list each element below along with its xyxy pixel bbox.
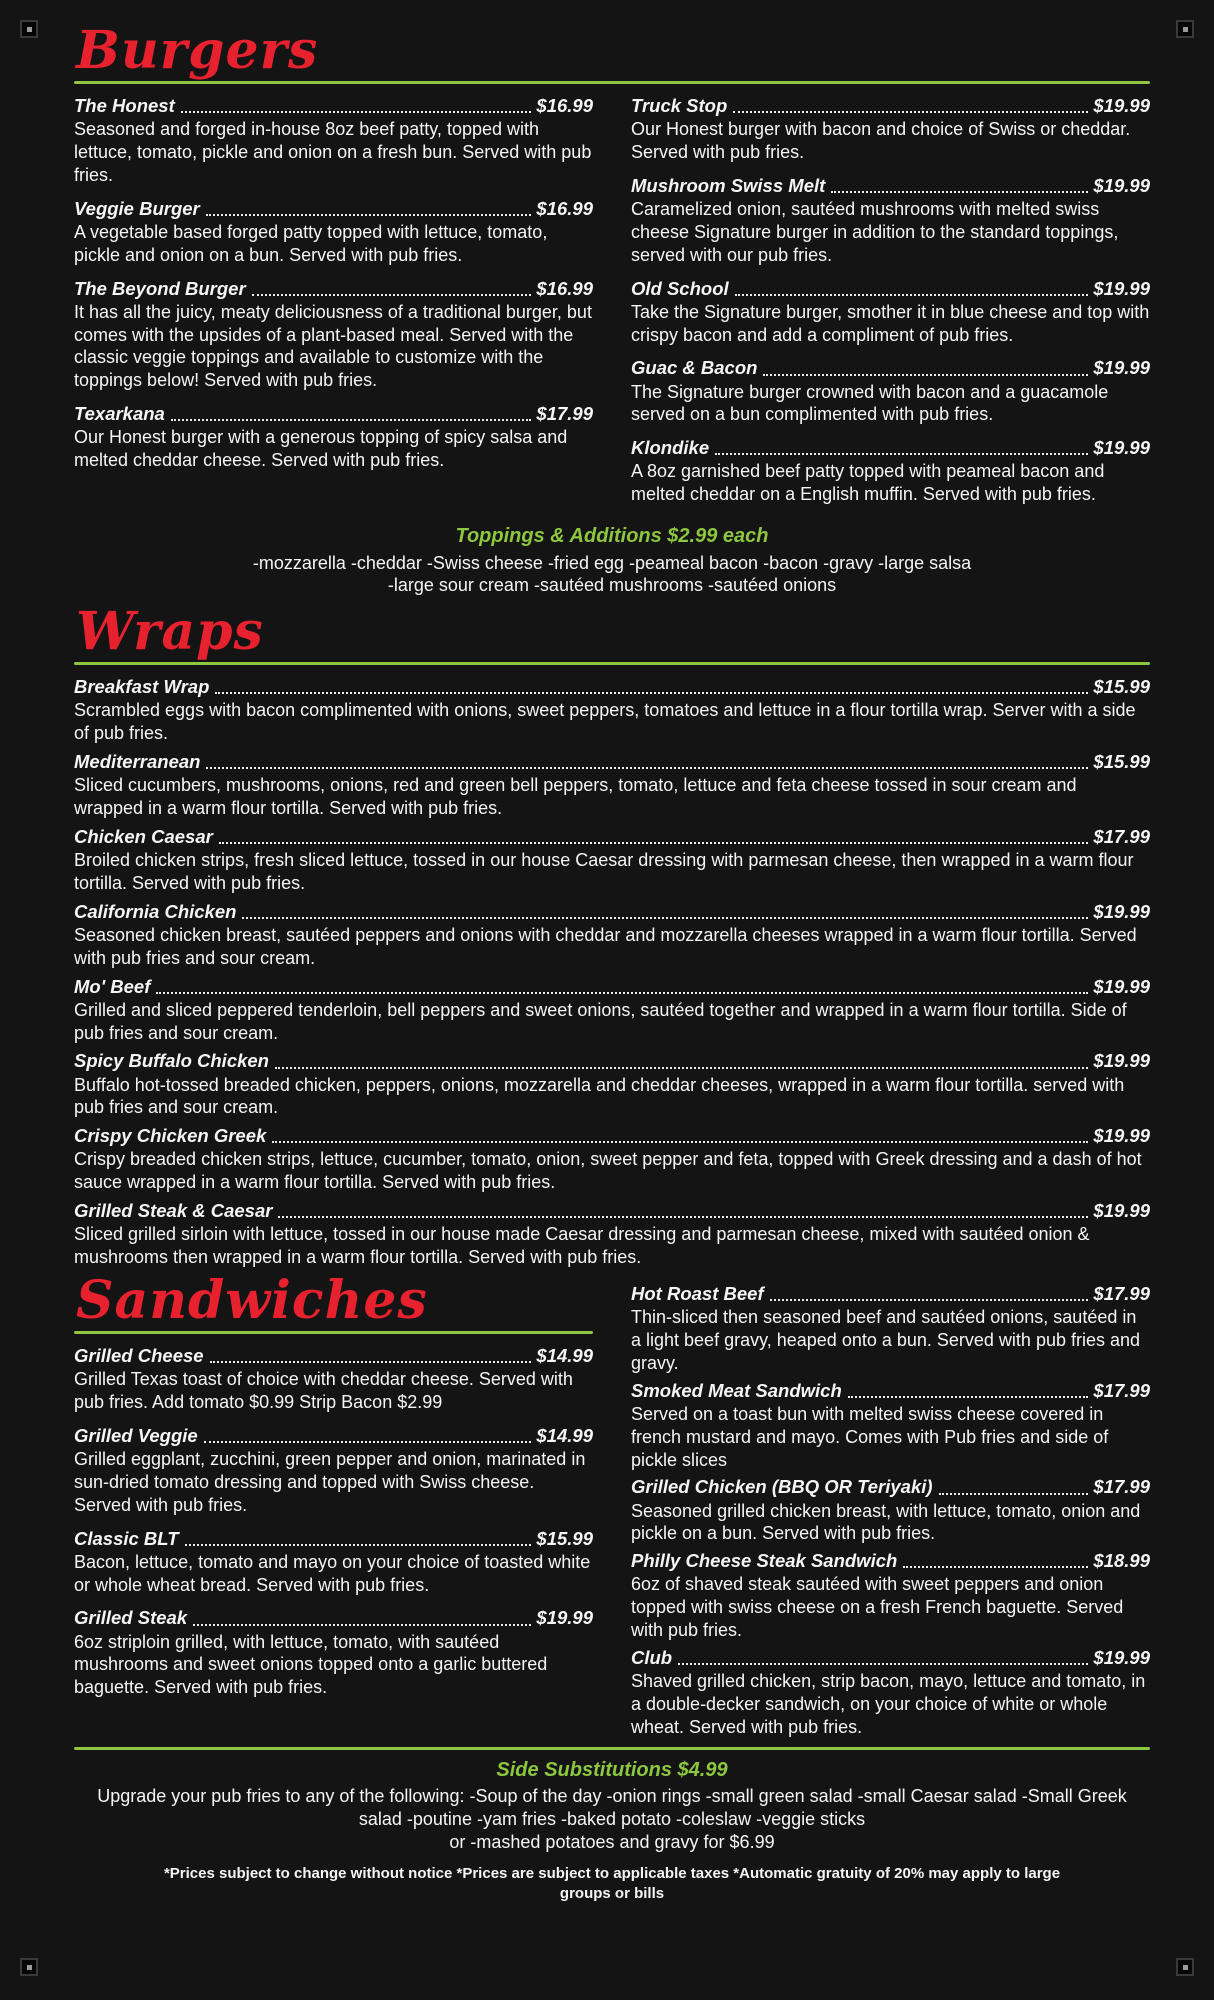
burgers-columns <box>74 94 1150 516</box>
item-price: $17.99 <box>536 403 593 425</box>
toppings-title: Toppings & Additions $2.99 each <box>455 525 769 548</box>
section-divider <box>74 1747 1150 1750</box>
item-name: Spicy Buffalo Chicken <box>74 1050 269 1072</box>
side-substitutions-line-2: or -mashed potatoes and gravy for $6.99 <box>449 1831 775 1852</box>
item-head <box>631 174 1150 197</box>
item-head <box>631 1282 1150 1305</box>
item-description: Shaved grilled chicken, strip bacon, mayo, lettuce and tomato, in a double-decker sandwich, on your choice of white or whole wheat. Served with pub fries. <box>631 1671 1146 1737</box>
dotted-leader <box>848 1396 1089 1398</box>
item-name: Smoked Meat Sandwich <box>631 1379 842 1401</box>
item-price: $17.99 <box>1093 1283 1150 1304</box>
item-head <box>74 197 593 220</box>
registration-dot <box>1183 1965 1188 1970</box>
menu-item <box>74 750 1150 820</box>
item-head <box>74 1199 1150 1222</box>
menu-item <box>74 277 593 393</box>
item-name: Mediterranean <box>74 751 201 773</box>
item-name: California Chicken <box>74 900 237 922</box>
item-name: Classic BLT <box>74 1527 179 1549</box>
item-name: Grilled Steak & Caesar <box>74 1200 273 1222</box>
item-description: Sliced grilled sirloin with lettuce, tossed in our house made Caesar dressing and parmesan cheese, mixed with sautéed onion & mushrooms then wrapped in a warm flour tortilla. Served with pub fries. <box>74 1224 1090 1268</box>
item-description: A 8oz garnished beef patty topped with peameal bacon and melted cheddar on a English muffin. Served with pub fries. <box>631 461 1105 505</box>
dotted-leader <box>903 1566 1088 1568</box>
menu-item <box>74 825 1150 895</box>
section-wraps <box>74 601 1150 1269</box>
item-head <box>74 1527 593 1550</box>
item-name: Mo' Beef <box>74 975 151 997</box>
item-name: Truck Stop <box>631 95 728 117</box>
item-head <box>74 975 1150 998</box>
dotted-leader <box>210 1361 532 1363</box>
item-description: Take the Signature burger, smother it in blue cheese and top with crispy bacon and add a compliment of pub fries. <box>631 301 1150 345</box>
item-head <box>631 1549 1150 1572</box>
item-head <box>74 1049 1150 1072</box>
dotted-leader <box>193 1624 531 1626</box>
item-price: $15.99 <box>1093 751 1150 773</box>
item-head <box>74 1606 593 1629</box>
item-price: $16.99 <box>536 95 593 117</box>
dotted-leader <box>735 294 1089 296</box>
side-substitutions-block <box>74 1758 1150 1854</box>
menu-item <box>74 1424 593 1517</box>
menu-item <box>74 1606 593 1699</box>
item-head <box>74 825 1150 848</box>
item-price: $16.99 <box>536 277 593 299</box>
sandwiches-right-column <box>631 1274 1150 1743</box>
item-price: $19.99 <box>1093 174 1150 196</box>
dotted-leader <box>715 453 1088 455</box>
section-title-burgers: Burgers <box>76 20 319 81</box>
item-name: Guac & Bacon <box>631 357 758 379</box>
item-price: $17.99 <box>1093 1379 1150 1401</box>
section-divider <box>74 1331 593 1334</box>
item-name: Old School <box>631 277 729 299</box>
burgers-right-column <box>631 94 1150 516</box>
item-description: Our Honest burger with a generous topping of spicy salsa and melted cheddar cheese. Served with pub fries. <box>74 427 568 471</box>
menu-item <box>74 1124 1150 1194</box>
item-price: $16.99 <box>536 197 593 219</box>
item-name: Hot Roast Beef <box>631 1283 764 1304</box>
item-head <box>74 1124 1150 1147</box>
item-name: Grilled Chicken (BBQ OR Teriyaki) <box>631 1476 933 1498</box>
item-head <box>631 277 1150 300</box>
dotted-leader <box>733 111 1088 113</box>
item-description: Our Honest burger with bacon and choice of Swiss or cheddar. Served with pub fries. <box>631 119 1131 163</box>
registration-mark-bottom-left <box>20 1958 38 1976</box>
item-head <box>74 1424 593 1447</box>
dotted-leader <box>939 1493 1089 1495</box>
registration-mark-top-right <box>1176 20 1194 38</box>
footer-disclaimer: *Prices subject to change without notice *Prices are subject to applicable taxes *Automatic gratuity of 20% may apply to large groups or bills <box>163 1864 1061 1902</box>
menu-item <box>631 356 1150 426</box>
burgers-left-column <box>74 94 593 516</box>
item-price: $19.99 <box>1093 277 1150 299</box>
item-price: $19.99 <box>1093 1125 1150 1147</box>
item-description: Buffalo hot-tossed breaded chicken, peppers, onions, mozzarella and cheddar cheeses, wrapped in a warm flour tortilla. served with pub fries and sour cream. <box>74 1074 1125 1118</box>
item-price: $14.99 <box>536 1424 593 1446</box>
item-description: Grilled and sliced peppered tenderloin, bell peppers and sweet onions, sautéed together and wrapped in a warm flour tortilla. Side of pub fries and sour cream. <box>74 999 1127 1043</box>
item-head <box>631 436 1150 459</box>
item-price: $14.99 <box>536 1345 593 1367</box>
menu-item <box>631 436 1150 506</box>
section-title-wraps: Wraps <box>76 601 264 663</box>
item-name: The Beyond Burger <box>74 277 246 299</box>
item-head <box>631 356 1150 379</box>
item-description: The Signature burger crowned with bacon and a guacamole served on a bun complimented with pub fries. <box>631 381 1109 425</box>
menu-item <box>74 197 593 267</box>
item-head <box>631 1475 1150 1498</box>
dotted-leader <box>275 1067 1088 1069</box>
section-burgers <box>74 20 1150 516</box>
dotted-leader <box>278 1216 1088 1218</box>
dotted-leader <box>204 1441 532 1443</box>
dotted-leader <box>206 767 1088 769</box>
item-price: $19.99 <box>1093 357 1150 379</box>
item-price: $18.99 <box>1093 1550 1150 1572</box>
registration-mark-bottom-right <box>1176 1958 1194 1976</box>
section-divider <box>74 662 1150 665</box>
menu-item <box>631 277 1150 347</box>
dotted-leader <box>678 1663 1088 1665</box>
dotted-leader <box>156 992 1088 994</box>
item-description: Seasoned grilled chicken breast, with lettuce, tomato, onion and pickle on a bun. Served with pub fries. <box>631 1500 1141 1544</box>
dotted-leader <box>242 917 1088 919</box>
dotted-leader <box>272 1141 1088 1143</box>
item-description: Seasoned and forged in-house 8oz beef patty, topped with lettuce, tomato, pickle and onion on a fresh bun. Served with pub fries. <box>74 119 592 185</box>
item-name: Breakfast Wrap <box>74 676 210 698</box>
menu-item <box>74 1527 593 1597</box>
item-price: $19.99 <box>1093 437 1150 459</box>
menu-item <box>631 1549 1150 1642</box>
registration-dot <box>1183 27 1188 32</box>
dotted-leader <box>219 842 1089 844</box>
item-name: Club <box>631 1646 673 1668</box>
item-head <box>74 1344 593 1367</box>
item-price: $15.99 <box>536 1527 593 1549</box>
dotted-leader <box>215 692 1088 694</box>
item-description: Bacon, lettuce, tomato and mayo on your choice of toasted white or whole wheat bread. Served with pub fries. <box>74 1551 591 1595</box>
item-name: Texarkana <box>74 403 165 425</box>
item-head <box>74 402 593 425</box>
item-description: 6oz of shaved steak sautéed with sweet peppers and onion topped with swiss cheese on a fresh French baguette. Served with pub fries. <box>631 1574 1124 1641</box>
dotted-leader <box>206 214 532 216</box>
item-name: Grilled Steak <box>74 1607 188 1629</box>
item-head <box>74 94 593 117</box>
menu-item <box>74 1049 1150 1119</box>
item-description: A vegetable based forged patty topped with lettuce, tomato, pickle and onion on a bun. Served with pub fries. <box>74 221 548 265</box>
item-head <box>631 94 1150 117</box>
item-head <box>631 1646 1150 1669</box>
menu-item <box>74 675 1150 745</box>
item-head <box>74 750 1150 773</box>
item-description: Grilled Texas toast of choice with cheddar cheese. Served with pub fries. Add tomato $0.99 Strip Bacon $2.99 <box>74 1369 573 1413</box>
item-head <box>74 277 593 300</box>
section-title-sandwiches: Sandwiches <box>76 1270 428 1331</box>
menu-item <box>74 1199 1150 1269</box>
dotted-leader <box>171 419 532 421</box>
sandwiches-left-column <box>74 1270 593 1743</box>
item-description: Sliced cucumbers, mushrooms, onions, red and green bell peppers, tomato, lettuce and feta cheese tossed in sour cream and wrapped in a warm flour tortilla. Served with pub fries. <box>74 775 1077 819</box>
item-price: $15.99 <box>1093 676 1150 698</box>
item-name: Crispy Chicken Greek <box>74 1125 267 1147</box>
wraps-items <box>74 675 1150 1269</box>
item-description: Crispy breaded chicken strips, lettuce, cucumber, tomato, onion, sweet pepper and feta, topped with Greek dressing and a dash of hot sauce wrapped in a warm flour tortilla. Served with pub fries. <box>74 1149 1142 1193</box>
dotted-leader <box>831 191 1088 193</box>
item-description: It has all the juicy, meaty deliciousness of a traditional burger, but comes with the upsides of a plant-based meal. Served with the classic veggie toppings and available to customize with the toppings below! Served with pub fries. <box>74 301 592 391</box>
dotted-leader <box>252 294 532 296</box>
section-divider <box>74 81 1150 84</box>
toppings-line-1: -mozzarella -cheddar -Swiss cheese -fried egg -peameal bacon -bacon -gravy -large salsa <box>252 552 972 573</box>
menu-item <box>631 174 1150 267</box>
item-name: Klondike <box>631 437 710 459</box>
item-price: $19.99 <box>1093 900 1150 922</box>
item-description: Served on a toast bun with melted swiss cheese covered in french mustard and mayo. Comes with Pub fries and side of pickle slices <box>631 1403 1109 1470</box>
menu-item <box>631 1379 1150 1472</box>
item-price: $19.99 <box>1093 95 1150 117</box>
toppings-line-2: -large sour cream -sautéed mushrooms -sautéed onions <box>387 575 837 596</box>
menu-item <box>631 1475 1150 1545</box>
item-name: Veggie Burger <box>74 197 200 219</box>
item-price: $19.99 <box>536 1607 593 1629</box>
dotted-leader <box>770 1299 1089 1301</box>
item-description: Thin-sliced then seasoned beef and sautéed onions, sautéed in a light beef gravy, heaped onto a bun. Served with pub fries and gravy. <box>631 1307 1141 1373</box>
menu-item <box>74 1344 593 1414</box>
item-price: $19.99 <box>1093 975 1150 997</box>
item-head <box>74 900 1150 923</box>
menu-item <box>631 1646 1150 1739</box>
item-price: $17.99 <box>1093 825 1150 847</box>
menu-item <box>631 94 1150 164</box>
item-name: Grilled Veggie <box>74 1424 198 1446</box>
item-head <box>74 675 1150 698</box>
item-price: $17.99 <box>1093 1476 1150 1498</box>
side-substitutions-title: Side Substitutions $4.99 <box>496 1758 728 1781</box>
item-price: $19.99 <box>1093 1200 1150 1222</box>
toppings-block <box>74 524 1150 597</box>
item-head <box>631 1379 1150 1402</box>
dotted-leader <box>185 1544 532 1546</box>
item-name: Grilled Cheese <box>74 1345 204 1367</box>
item-price: $19.99 <box>1093 1050 1150 1072</box>
item-price: $19.99 <box>1093 1646 1150 1668</box>
section-sandwiches <box>74 1270 1150 1743</box>
dotted-leader <box>181 111 532 113</box>
dotted-leader <box>763 374 1088 376</box>
item-name: The Honest <box>74 95 175 117</box>
item-description: Caramelized onion, sautéed mushrooms with melted swiss cheese Signature burger in addition to the standard toppings, served with our pub fries. <box>631 199 1119 265</box>
registration-mark-top-left <box>20 20 38 38</box>
menu-item <box>74 94 593 187</box>
menu-item <box>74 402 593 472</box>
menu-item <box>74 900 1150 970</box>
item-description: Scrambled eggs with bacon complimented with onions, sweet peppers, tomatoes and lettuce in a flour tortilla wrap. Server with a side of pub fries. <box>74 700 1136 744</box>
menu-item <box>74 975 1150 1045</box>
item-description: 6oz striploin grilled, with lettuce, tomato, with sautéed mushrooms and sweet onions topped onto a garlic buttered baguette. Served with pub fries. <box>74 1631 548 1698</box>
item-name: Mushroom Swiss Melt <box>631 174 826 196</box>
sandwiches-columns <box>74 1270 1150 1743</box>
side-substitutions-line-1: Upgrade your pub fries to any of the following: -Soup of the day -onion rings -small green salad -small Caesar salad -Small Greek salad -poutine -yam fries -baked potato -coleslaw -veggie sticks <box>97 1786 1127 1829</box>
item-name: Chicken Caesar <box>74 825 213 847</box>
menu-item <box>631 1282 1150 1375</box>
item-name: Philly Cheese Steak Sandwich <box>631 1550 898 1572</box>
registration-dot <box>27 1965 32 1970</box>
item-description: Broiled chicken strips, fresh sliced lettuce, tossed in our house Caesar dressing with parmesan cheese, then wrapped in a warm flour tortilla. Served with pub fries. <box>74 850 1134 893</box>
item-description: Seasoned chicken breast, sautéed peppers and onions with cheddar and mozzarella cheeses wrapped in a warm flour tortilla. Served with pub fries and sour cream. <box>74 924 1137 968</box>
registration-dot <box>27 27 32 32</box>
item-description: Grilled eggplant, zucchini, green pepper and onion, marinated in sun-dried tomato dressing and topped with Swiss cheese. Served with pub fries. <box>74 1449 586 1515</box>
